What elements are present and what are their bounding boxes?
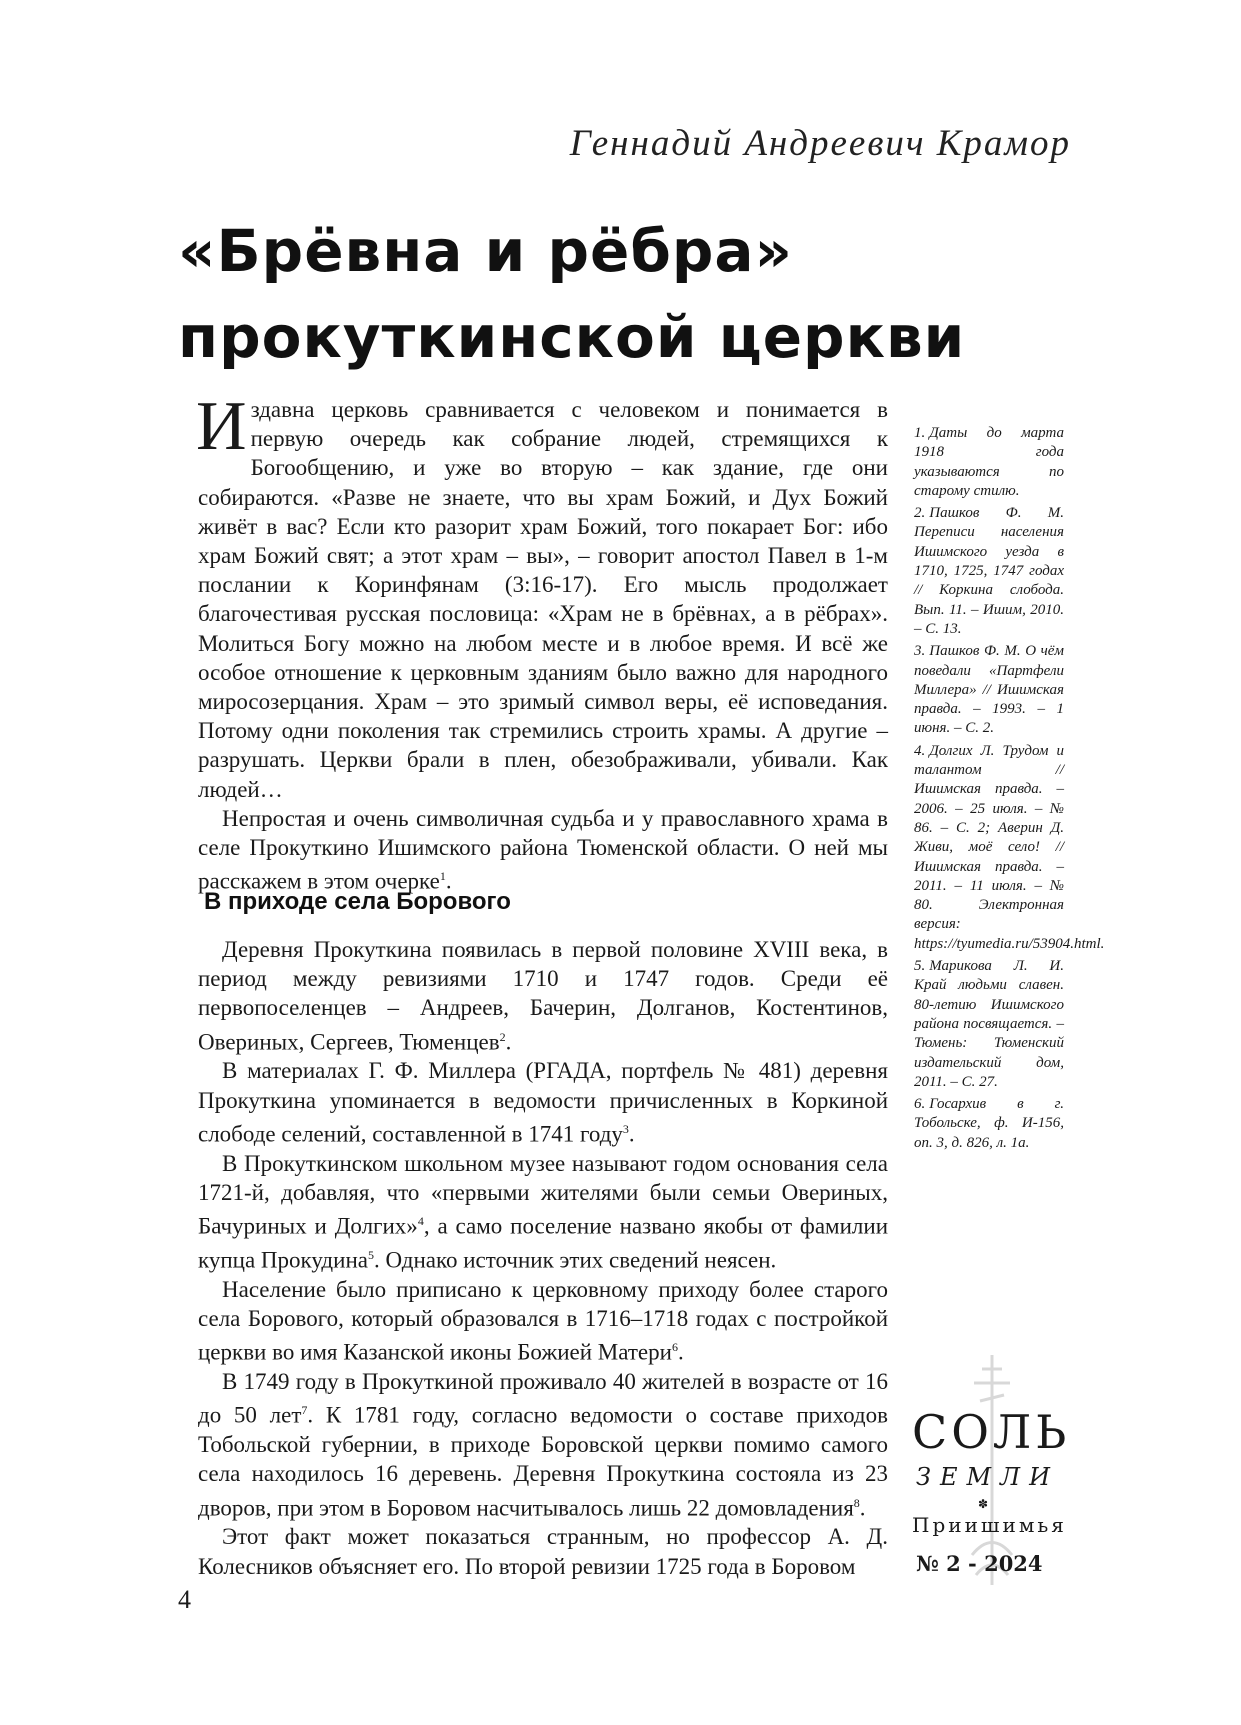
section-paragraph-3: В Прокуткинском школьном музее называют годом основания села 1721-й, добавляя, что «первыми жителями были семьи Овериных, Бачуриных и Долгих»$^4$, а само поселение названо якобы от фамилии купца Прокудина$^5$. Однако источник этих сведений неясен.: [198, 1150, 888, 1273]
section-heading: В приходе села Борового: [204, 888, 511, 915]
page-number: 4: [178, 1585, 191, 1614]
intro-paragraph-2: Непростая и очень символичная судьба и у православного храма в селе Прокуткино Ишимского района Тюменской области. О ней мы расскажем в этом очерке$^1$.: [198, 805, 888, 894]
article-title: [178, 208, 1058, 380]
footnote-ref: 6: [671, 1340, 678, 1355]
footnote-ref: 7: [301, 1403, 308, 1418]
ornament-icon: ✽: [978, 1497, 989, 1511]
logo-title: СОЛЬ: [912, 1405, 1071, 1459]
footnote-item: 6. Госархив в г. Тобольске, ф. И-156, оп. 3, д. 826, л. 1а.: [914, 1096, 1064, 1151]
section-paragraph-5: В 1749 году в Прокуткиной проживало 40 жителей в возрасте от 16 до 50 лет$^7$. К 1781 году, согласно ведомости о составе приходов Тобольской губернии, в приходе Боровской церкви помимо самого села находилось 16 деревень. Деревня Прокуткина состояла из 23 дворов, при этом в Боровом насчитывалось лишь 22 домовладения$^8$.: [198, 1369, 888, 1521]
section-paragraph-1: Деревня Прокуткина появилась в первой половине XVIII века, в период между ревизиями 1710 и 1747 годов. Среди её первопоселенцев – Андреев, Бачерин, Долганов, Костентинов, Овериных, Сергеев, Тюменцев$^2$.: [198, 937, 888, 1055]
drop-cap: И: [196, 388, 247, 465]
section-paragraph-6: Этот факт может показаться странным, но профессор А. Д. Колесников объясняет его. По второй ревизии 1725 года в Боровом: [198, 1524, 888, 1579]
footnote-ref: 8: [853, 1495, 860, 1510]
footnote-item: 2. Пашков Ф. М. Переписи населения Ишимского уезда в 1710, 1725, 1747 годах // Коркина слобода. Вып. 11. – Ишим, 2010. – С. 13.: [914, 505, 1064, 637]
journal-logo: [912, 1355, 1071, 1585]
footnotes-column: [914, 424, 1105, 1156]
section-paragraph-2: В материалах Г. Ф. Миллера (РГАДА, портфель № 481) деревня Прокуткина упоминается в ведомости причисленных в Коркиной слободе селений, составленной в 1741 году$^3$.: [198, 1058, 888, 1147]
issue-number: № 2 - 2024: [916, 1551, 1043, 1576]
logo-region: Приишимья: [912, 1513, 1067, 1537]
footnote-ref: 4: [417, 1214, 424, 1229]
footnote-item: 1. Даты до марта 1918 года указываются по старому стилю.: [914, 425, 1064, 499]
section-text: [198, 935, 888, 1581]
section-paragraph-4: Население было приписано к церковному приходу более старого села Борового, который образовался в 1716–1718 годах с постройкой церкви во имя Казанской иконы Божией Матери$^6$.: [198, 1276, 888, 1365]
intro-paragraph-1: Издавна церковь сравнивается с человеком и понимается в первую очередь как собрание людей, стремящихся к Богообщению, и уже во вторую – как здание, где они собираются. «Разве не знаете, что вы храм Божий, и Дух Божий живёт в вас? Если кто разорит храм Божий, того покарает Бог: ибо храм Божий свят; а этот храм – вы», – говорит апостол Павел в 1-м послании к Коринфянам (3:16-17). Его мысль продолжает благочестивая русская пословица: «Храм не в брёвнах, а в рёбрах». Молиться Богу можно на любом месте и в любое время. И всё же особое отношение к церковным зданиям было важно для народного миросозерцания. Храм – это зримый символ веры, её исповедания. Потому одни поколения так стремились строить храмы. А другие – разрушать. Церкви брали в плен, обезображивали, убивали. Как людей…: [196, 388, 888, 802]
intro-text: [196, 388, 888, 896]
author-name: Геннадий Андреевич Крамор: [569, 123, 1071, 164]
footnote-ref: 2: [499, 1029, 506, 1044]
title-line-1: «Брёвна и рёбра»: [178, 217, 793, 285]
footnote-item: 5. Марикова Л. И. Край людьми славен. 80-летию Ишимского района посвящается. – Тюмень: Тюменский издательский дом, 2011. – С. 27.: [914, 958, 1064, 1090]
footnote-item: 3. Пашков Ф. М. О чём поведали «Партфели Миллера» // Ишимская правда. – 1993. – 1 июня. – С. 2.: [914, 643, 1064, 737]
logo-subtitle: ЗЕМЛИ: [916, 1463, 1060, 1491]
footnote-item: 4. Долгих Л. Трудом и талантом // Ишимская правда. – 2006. – 25 июля. – № 86. – С. 2; Аверин Д. Живи, моё село! // Ишимская правда. – 2011. – 11 июля. – № 80. Электронная версия: https://tyumedia.ru/53904.html.: [914, 742, 1105, 952]
footnote-ref: 5: [367, 1248, 374, 1262]
footnote-ref: 1: [439, 869, 446, 884]
title-line-2: прокуткинской церкви: [178, 303, 966, 371]
footnote-ref: 3: [622, 1121, 629, 1136]
